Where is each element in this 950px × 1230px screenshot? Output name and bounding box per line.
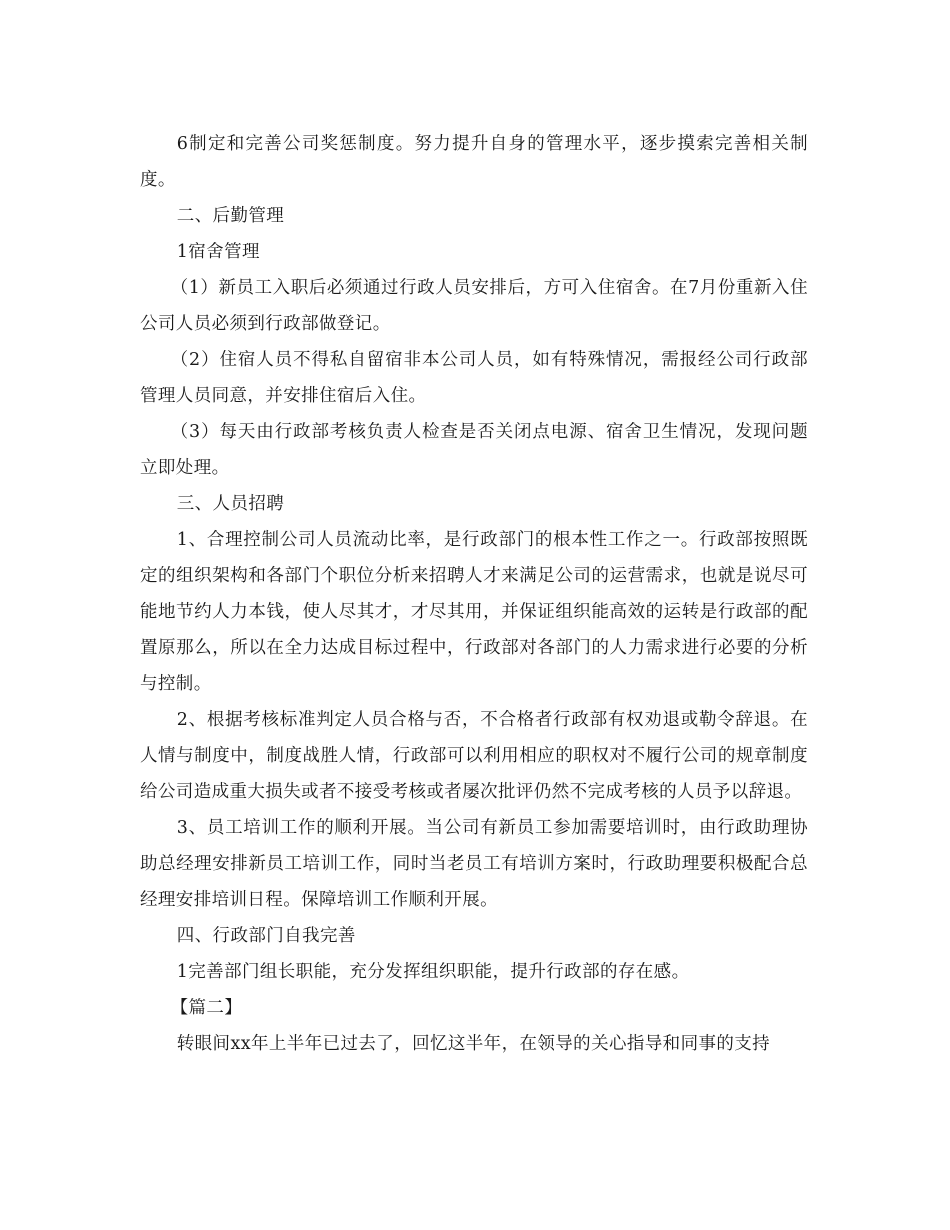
paragraph-recruitment-3: 3、员工培训工作的顺利开展。当公司有新员工参加需要培训时，由行政助理协助总经理安排新员工培训工作，同时当老员工有培训方案时，行政助理要积极配合总经理安排培训日程。保障培训工作顺利开展。 — [140, 818, 808, 910]
paragraph-self-improvement-1: 1完善部门组长职能，充分发挥组织职能，提升行政部的存在感。 — [176, 962, 690, 982]
paragraph-reward-system: 6制定和完善公司奖惩制度。努力提升自身的管理水平，逐步摸索完善相关制度。 — [140, 134, 808, 190]
paragraph-dorm-rule-3: （3）每天由行政部考核负责人检查是否关闭点电源、宿舍卫生情况，发现问题立即处理。 — [140, 422, 808, 478]
paragraph-dorm-rule-2: （2）住宿人员不得私自留宿非本公司人员，如有特殊情况，需报经公司行政部管理人员同意，并安排住宿后入住。 — [140, 350, 808, 406]
subheading-dormitory-management: 1宿舍管理 — [176, 242, 260, 262]
paragraph-dorm-rule-1: （1）新员工入职后必须通过行政人员安排后，方可入住宿舍。在7月份重新入住公司人员必须到行政部做登记。 — [140, 278, 808, 334]
paragraph-part-two-intro: 转眼间xx年上半年已过去了，回忆这半年，在领导的关心指导和同事的支持 — [176, 1034, 771, 1054]
heading-self-improvement: 四、行政部门自我完善 — [176, 926, 356, 946]
heading-recruitment: 三、人员招聘 — [176, 494, 285, 514]
paragraph-recruitment-2: 2、根据考核标准判定人员合格与否，不合格者行政部有权劝退或勒令辞退。在人情与制度中，制度战胜人情，行政部可以利用相应的职权对不履行公司的规章制度给公司造成重大损失或者不接受考核或者屡次批评仍然不完成考核的人员予以辞退。 — [140, 710, 808, 802]
paragraph-recruitment-1: 1、合理控制公司人员流动比率，是行政部门的根本性工作之一。行政部按照既定的组织架构和各部门个职位分析来招聘人才来满足公司的运营需求，也就是说尽可能地节约人力本钱，使人尽其才，才尽其用，并保证组织能高效的运转是行政部的配置原那么，所以在全力达成目标过程中，行政部对各部门的人力需求进行必要的分析与控制。 — [140, 530, 808, 694]
section-marker-part-two: 【篇二】 — [170, 998, 243, 1018]
heading-logistics-management: 二、后勤管理 — [176, 206, 285, 226]
document-body — [140, 126, 808, 1062]
